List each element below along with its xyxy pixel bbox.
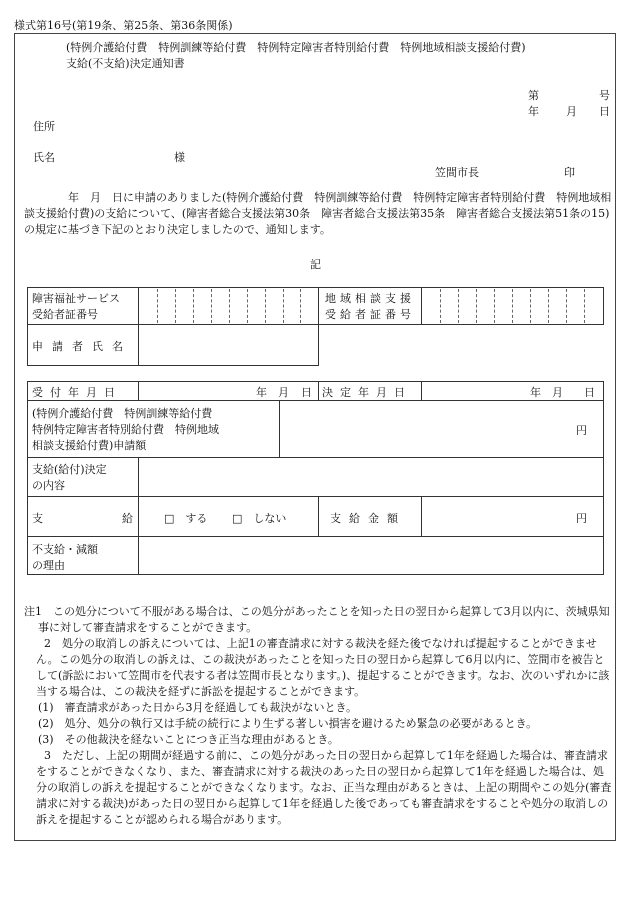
- payment-amount-label: 支給金額: [330, 512, 406, 525]
- doc-date-month: 月: [566, 105, 577, 118]
- recipient-label-1: 障害福祉サービス: [32, 292, 120, 305]
- address-label: 住所: [33, 120, 55, 133]
- note-2-item-3: (3) その他裁決を経ないことにつき正当な理由があるとき。: [38, 733, 339, 746]
- note-2-item-2: (2) 処分、処分の執行又は手続の続行により生ずる著しい損害を避けるため緊急の必要があるとき。: [38, 717, 538, 730]
- shikyu-label-1: 支: [32, 512, 43, 525]
- applicant-label: 申請者氏名: [32, 340, 132, 353]
- note-3: 3 ただし、上記の期間が経過する前に、この処分があった日の翌日から起算して1年を経過した場合は、審査請求をすることができなくなり、また、審査請求に対する裁決のあった日の翌日から起算して1年を経過した場合は、処分の取消しの訴えを提起することができなくなります。なお、正当な理由があるときは、上記の期間やこの処分(審査請求に対する裁決)があった日の翌日から起算して1年を経過した後であっても審査請求をすることや処分の取消しの訴えを提起することが認められる場合があります。: [36, 749, 612, 826]
- doc-number-go: 号: [599, 89, 610, 102]
- body-paragraph: 年 月 日に申請のありました(特例介護給付費 特例訓練等給付費 特例特定障害者特別給付費 特例地域相談支援給付費)の支給について、(障害者総合支援法第30条 障害者総合支援法第35条 障害者総合支援法第51条の15)の規定に基づき下記のとおり決定しましたので、通知します。: [24, 191, 612, 236]
- regional-label-2: 受給者証番号: [325, 308, 415, 321]
- reason-label-1: 不支給・減額: [32, 543, 98, 556]
- note-1: 注1 この処分について不服がある場合は、この処分があったことを知った日の翌日から起算して3月以内に、茨城県知事に対して審査請求をすることができます。: [24, 605, 610, 634]
- received-year: 年: [256, 386, 267, 399]
- content-label-2: の内容: [32, 479, 65, 492]
- ki-heading: 記: [310, 258, 321, 271]
- received-month: 月: [278, 386, 289, 399]
- name-label: 氏名: [33, 151, 55, 164]
- decision-date-label: 決定年月日: [322, 386, 412, 399]
- title-line-2: 支給(不支給)決定通知書: [66, 57, 185, 70]
- received-date-label: 受付年月日: [32, 386, 122, 399]
- sama-label: 様: [174, 151, 185, 164]
- decision-day: 日: [584, 386, 595, 399]
- amount-label-3: 相談支援給付費)申請額: [32, 439, 147, 452]
- note-2-item-1: (1) 審査請求があった日から3月を経過しても裁決がないとき。: [38, 701, 358, 714]
- amount-yen: 円: [576, 424, 587, 437]
- doc-number-dai: 第: [528, 89, 539, 102]
- issuer-name: 笠間市長: [435, 166, 479, 179]
- payment-yen: 円: [576, 512, 587, 525]
- content-label-1: 支給(給付)決定: [32, 463, 107, 476]
- reason-label-2: の理由: [32, 559, 65, 572]
- doc-date-day: 日: [599, 105, 610, 118]
- doc-date-year: 年: [528, 105, 539, 118]
- note-2: 2 処分の取消しの訴えについては、上記1の審査請求に対する裁決を経た後でなければ提起することができません。この処分の取消しの訴えは、この裁決があったことを知った日の翌日から起算して6月以内に、笠間市を被告として(訴訟において笠間市を代表する者は笠間市長となります。)、提起することができます。なお、次のいずれかに該当する場合は、この裁決を経ずに訴訟を提起することができます。: [36, 637, 610, 698]
- received-day: 日: [301, 386, 312, 399]
- recipient-label-2: 受給者証番号: [32, 308, 98, 321]
- decision-year: 年: [530, 386, 541, 399]
- option-yes-checkbox[interactable]: □ する: [164, 512, 208, 525]
- option-no-checkbox[interactable]: □ しない: [232, 512, 287, 525]
- decision-month: 月: [552, 386, 563, 399]
- amount-label-2: 特例特定障害者特別給付費 特例地域: [32, 423, 219, 436]
- title-line-1: (特例介護給付費 特例訓練等給付費 特例特定障害者特別給付費 特例地域相談支援給付費): [66, 41, 526, 54]
- shikyu-label-2: 給: [122, 512, 133, 525]
- amount-label-1: (特例介護給付費 特例訓練等給付費: [32, 407, 213, 420]
- regional-label-1: 地域相談支援: [325, 292, 415, 305]
- seal-mark: 印: [564, 166, 575, 179]
- form-number: 様式第16号(第19条、第25条、第36条関係): [14, 19, 233, 32]
